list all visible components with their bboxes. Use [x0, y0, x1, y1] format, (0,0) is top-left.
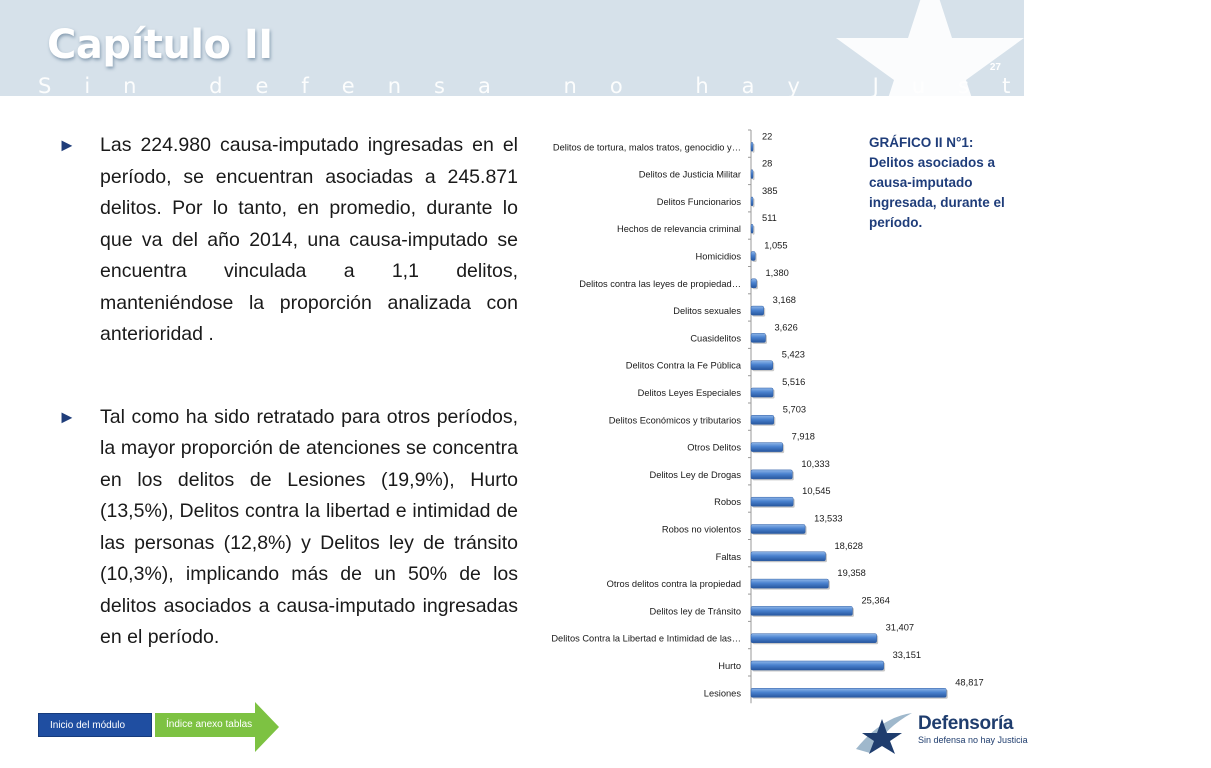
- category-label: Delitos Contra la Libertad e Intimidad de las…: [551, 633, 741, 644]
- bar: [751, 443, 783, 452]
- indice-anexo-button[interactable]: [155, 702, 281, 752]
- bar: [751, 306, 764, 315]
- bar: [751, 688, 946, 697]
- bar: [751, 142, 753, 151]
- bullet-item: [58, 130, 518, 351]
- data-label: 5,516: [782, 377, 806, 387]
- category-label: Delitos de Justicia Militar: [638, 169, 741, 180]
- data-label: 7,918: [791, 431, 815, 442]
- bar: [751, 552, 826, 561]
- bar: [751, 170, 753, 179]
- category-label: Otros Delitos: [687, 442, 741, 453]
- data-label: 1,055: [764, 240, 788, 251]
- bar: [751, 279, 757, 288]
- data-label: 33,151: [892, 650, 922, 660]
- category-label: Robos: [714, 497, 741, 508]
- data-label: 5,423: [781, 349, 805, 360]
- data-label: 31,407: [885, 622, 915, 633]
- bar: [751, 197, 753, 206]
- data-label: 3,168: [772, 295, 796, 306]
- data-label: 10,333: [801, 458, 830, 469]
- category-label: Delitos Leyes Especiales: [637, 388, 741, 398]
- category-label: Hechos de relevancia criminal: [616, 224, 741, 235]
- bar: [751, 470, 792, 479]
- logo-slogan: Sin defensa no hay Justicia: [918, 735, 1028, 745]
- bar: [751, 634, 877, 643]
- category-label: Delitos Ley de Drogas: [649, 469, 741, 480]
- bar: [751, 497, 793, 506]
- bullet-text: Tal como ha sido retratado para otros períodos, la mayor proporción de atenciones se concentra en los delitos de Lesiones (19,9%), Hurto (13,5%), Delitos contra la libertad e intimidad de las personas (12,8%) y Delitos ley de tránsito (10,3%), implicando más de un 50% de los delitos asociados a causa-imputado ingresadas en el período.: [100, 405, 518, 648]
- data-label: 13,533: [814, 513, 843, 524]
- category-label: Homicidios: [695, 251, 741, 262]
- category-label: Delitos ley de Tránsito: [649, 606, 741, 617]
- category-label: Hurto: [718, 661, 741, 671]
- bar: [751, 388, 773, 397]
- category-label: Delitos Funcionarios: [656, 196, 741, 207]
- bar: [751, 579, 828, 588]
- bar: [751, 224, 753, 233]
- indice-anexo-label: Índice anexo tablas: [166, 719, 253, 730]
- data-label: 10,545: [802, 486, 831, 497]
- header-tagline: Sin defensa no hay Justicia: [38, 74, 1211, 98]
- defensoria-star-icon: [852, 709, 916, 755]
- bullet-text: Las 224.980 causa-imputado ingresadas en el período, se encuentran asociadas a 245.871 delitos. Por lo tanto, en promedio, durante lo que va del año 2014, una causa-imputado se encuentra vinculada a 1,1 delitos, manteniéndose la proporción analizada con anterioridad .: [100, 134, 518, 345]
- category-label: Robos no violentos: [661, 524, 741, 535]
- category-label: Delitos de tortura, malos tratos, genocidio y…: [552, 142, 741, 153]
- header-banner: [0, 0, 1211, 98]
- bar: [751, 606, 852, 615]
- category-label: Delitos Contra la Fe Pública: [625, 360, 741, 371]
- data-label: 25,364: [861, 595, 890, 606]
- bar: [751, 661, 884, 670]
- page-number: 27: [989, 62, 1001, 73]
- bar: [751, 525, 805, 534]
- data-label: 5,703: [782, 404, 807, 415]
- category-label: Delitos sexuales: [673, 306, 741, 317]
- data-label: 1,380: [765, 267, 789, 278]
- bullet-arrow-icon: ►: [58, 135, 76, 155]
- data-label: 22: [762, 131, 773, 142]
- data-label: 3,626: [774, 322, 798, 333]
- page-title: Capítulo II: [47, 22, 273, 68]
- data-label: 385: [762, 185, 778, 196]
- data-label: 19,358: [837, 568, 866, 579]
- category-label: Otros delitos contra la propiedad: [606, 579, 741, 590]
- data-label: 48,817: [955, 677, 984, 688]
- bar: [751, 361, 773, 370]
- defensoria-logo: [852, 709, 1028, 755]
- bar: [751, 333, 766, 342]
- data-label: 28: [762, 158, 773, 169]
- bullet-arrow-icon: ►: [58, 406, 76, 427]
- inicio-modulo-button[interactable]: Inicio del módulo: [38, 713, 152, 737]
- data-label: 511: [762, 213, 777, 224]
- bar: [751, 252, 755, 261]
- category-label: Faltas: [715, 551, 741, 562]
- bullet-item: [58, 402, 518, 654]
- category-label: Cuasidelitos: [690, 333, 741, 344]
- category-label: Lesiones: [703, 688, 741, 699]
- body-text: [58, 130, 518, 654]
- category-label: Delitos Económicos y tributarios: [608, 415, 741, 426]
- logo-brand: Defensoría: [918, 713, 1014, 734]
- chart-caption: GRÁFICO II N°1: Delitos asociados a causa-imputado ingresada, durante el período.: [869, 135, 1005, 230]
- data-label: 18,628: [834, 540, 863, 551]
- bar: [751, 415, 774, 424]
- category-label: Delitos contra las leyes de propiedad…: [579, 278, 741, 289]
